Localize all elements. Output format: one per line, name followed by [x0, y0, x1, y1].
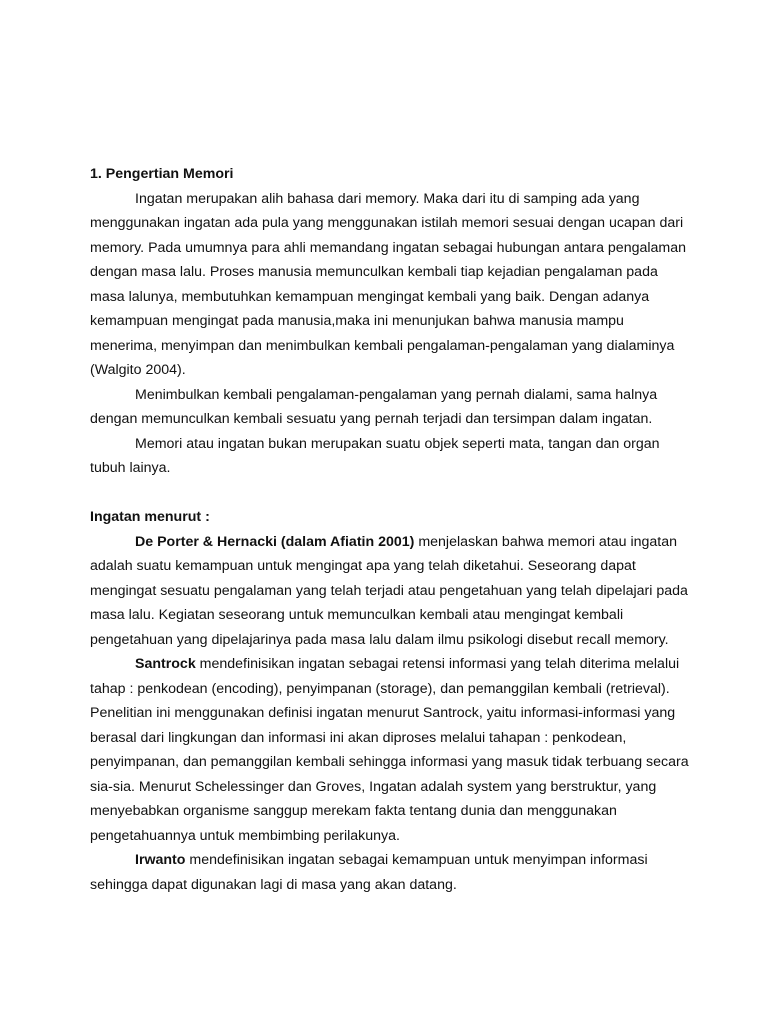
text-line: mengingat sesuatu pengalaman yang telah terjadi atau pengetahuan yang telah dipelajari pada [90, 582, 688, 599]
text-line: adalah suatu kemampuan untuk mengingat apa yang telah diketahui. Seseorang dapat [90, 558, 636, 574]
text-line: Ingatan merupakan alih bahasa dari memory. Maka dari itu di samping ada yang [135, 190, 640, 207]
paragraph-irwanto [90, 848, 684, 897]
text-line: Penelitian ini menggunakan definisi ingatan menurut Santrock, yaitu informasi-informasi yang [90, 705, 676, 721]
paragraph-santrock [90, 652, 689, 848]
text-line: kemampuan mengingat pada manusia,maka ini menunjukan bahwa manusia mampu [90, 313, 624, 329]
text-line [90, 848, 684, 873]
paragraph-deporter [90, 530, 688, 653]
text-line: masa lalunya, membutuhkan kemampuan mengingat kembali yang baik. Dengan adanya [90, 288, 650, 305]
section-title-pengertian-memori: 1. Pengertian Memori [90, 166, 234, 182]
text-line: penyimpanan, dan pemanggilan kembali sehingga informasi yang masuk tidak terbuang secara [90, 754, 689, 770]
author-name: Santrock [135, 656, 196, 672]
text-line: tahap : penkodean (encoding), penyimpanan (storage), dan pemanggilan kembali (retrieval). [90, 680, 670, 697]
author-name: De Porter & Hernacki (dalam Afiatin 2001) [135, 533, 415, 550]
document-content [90, 162, 689, 897]
paragraph-3 [90, 432, 684, 481]
text-line: memory. Pada umumnya para ahli memandang ingatan sebagai hubungan antara pengalaman [90, 239, 687, 256]
author-name: Irwanto [135, 852, 186, 868]
blank-line [90, 481, 684, 506]
text-line: pengetahuan yang dipelajarinya pada masa lalu dalam ilmu psikologi disebut recall memory. [90, 631, 669, 648]
text-line: sehingga dapat digunakan lagi di masa yang akan datang. [90, 876, 457, 893]
text-line: dengan memunculkan kembali sesuatu yang pernah terjadi dan tersimpan dalam ingatan. [90, 411, 653, 427]
text-line [90, 652, 684, 677]
text-line: Menimbulkan kembali pengalaman-pengalaman yang pernah dialami, sama halnya [135, 386, 658, 403]
text-line: Memori atau ingatan bukan merupakan suatu objek seperti mata, tangan dan organ [135, 435, 660, 452]
text-span: menjelaskan bahwa memori atau ingatan [414, 533, 678, 550]
text-line: berasal dari lingkungan dan informasi ini akan diproses melalui tahapan : penkodean, [90, 729, 627, 746]
text-line: masa lalu. Kegiatan seseorang untuk memunculkan kembali atau mengingat kembali [90, 607, 624, 623]
section-title-ingatan-menurut: Ingatan menurut : [90, 509, 210, 525]
text-span: mendefinisikan ingatan sebagai retensi informasi yang telah diterima melalui [195, 656, 680, 672]
text-line: (Walgito 2004). [90, 362, 186, 378]
text-line: tubuh lainya. [90, 460, 171, 476]
text-line: menggunakan ingatan ada pula yang menggunakan istilah memori sesuai dengan ucapan dari [90, 215, 684, 231]
text-line: menyebabkan organisme sanggup merekam fakta tentang dunia dan menggunakan [90, 803, 617, 819]
text-line: sia-sia. Menurut Schelessinger dan Groves, Ingatan adalah system yang berstruktur, yang [90, 778, 657, 795]
text-line [90, 530, 684, 555]
text-line: menerima, menyimpan dan menimbulkan kembali pengalaman-pengalaman yang dialaminya [90, 337, 675, 354]
paragraph-1 [90, 187, 687, 383]
text-line: pengetahuannya untuk membimbing perilakunya. [90, 827, 400, 844]
paragraph-2 [90, 383, 684, 432]
text-span: mendefinisikan ingatan sebagai kemampuan untuk menyimpan informasi [185, 852, 648, 868]
text-line: dengan masa lalu. Proses manusia memunculkan kembali tiap kejadian pengalaman pada [90, 264, 658, 280]
